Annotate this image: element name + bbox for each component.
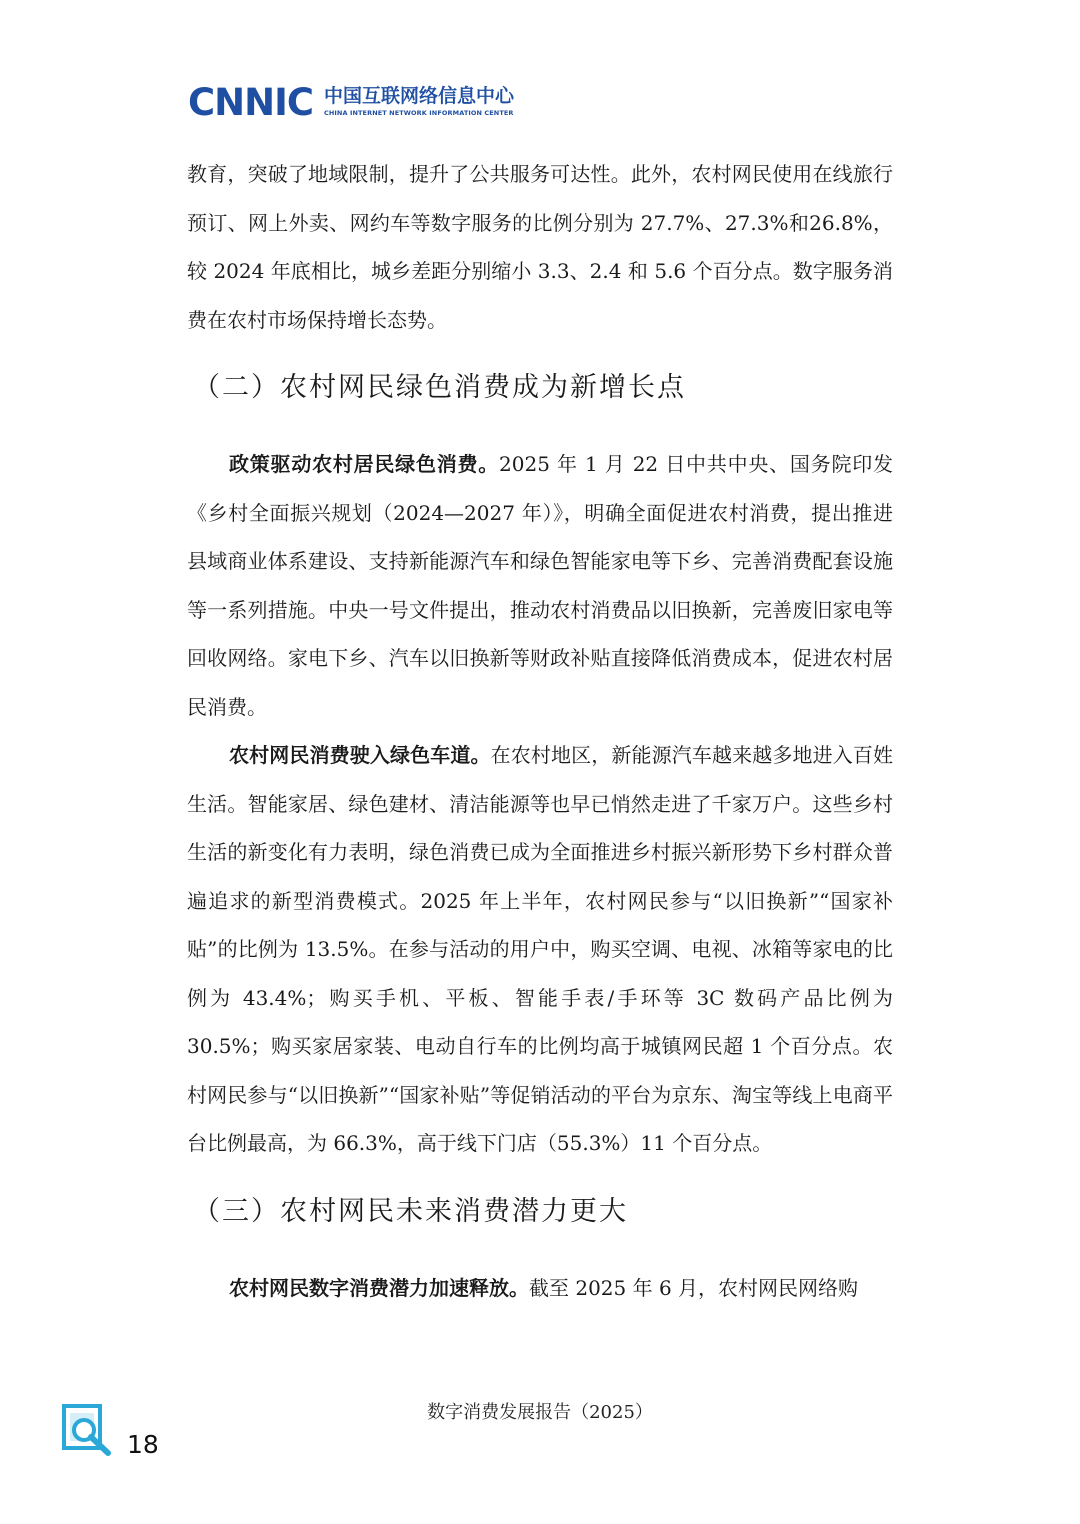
paragraph-lead: 农村网民消费驶入绿色车道。 [229,743,491,767]
section-heading-future-potential: （三）农村网民未来消费潜力更大 [193,1195,628,1227]
paragraph-body: 2025 年 1 月 22 日中共中央、国务院印发《乡村全面振兴规划（2024—2027 年）》，明确全面促进农村消费，提出推进县域商业体系建设、支持新能源汽车和绿色智能家电等下乡、完善消费配套设施等一系列措施。中央一号文件提出，推动农村消费品以旧换新，完善废旧家电等回收网络。家电下乡、汽车以旧换新等财政补贴直接降低消费成本，促进农村居民消费。 [187,452,894,719]
page-number: 18 [127,1430,159,1459]
paragraph-lead: 政策驱动农村居民绿色消费。 [229,452,500,476]
footer-report-title: 数字消费发展报告（2025） [427,1402,653,1423]
document-body [187,150,893,1312]
paragraph-digital-services: 教育，突破了地域限制，提升了公共服务可达性。此外，农村网民使用在线旅行预订、网上外卖、网约车等数字服务的比例分别为 27.7%、27.3%和26.8%，较 2024 年底相比，城乡差距分别缩小 3.3、2.4 和 5.6 个百分点。数字服务消费在农村市场保持增长态势。 [187,162,893,332]
paragraph-body: 在农村地区，新能源汽车越来越多地进入百姓生活。智能家居、绿色建材、清洁能源等也早已悄然走进了千家万户。这些乡村生活的新变化有力表明，绿色消费已成为全面推进乡村振兴新形势下乡村群众普遍追求的新型消费模式。2025 年上半年，农村网民参与“以旧换新”“国家补贴”的比例为 13.5%。在参与活动的用户中，购买空调、电视、冰箱等家电的比例为 43.4%；购买手机、平板、智能手表/手环等 3C 数码产品比例为 30.5%；购买家居家装、电动自行车的比例均高于城镇网民超 1 个百分点。农村网民参与“以旧换新”“国家补贴”等促销活动的平台为京东、淘宝等线上电商平台比例最高，为 66.3%，高于线下门店（55.3%）11 个百分点。 [187,743,893,1155]
paragraph-green-lane [187,731,893,1168]
report-magnifier-icon [62,1404,112,1456]
paragraph-policy-driven [187,440,893,731]
paragraph-lead: 农村网民数字消费潜力加速释放。 [229,1275,529,1300]
org-name-en: CHINA INTERNET NETWORK INFORMATION CENTER [324,109,514,117]
org-name-cn: 中国互联网络信息中心 [324,85,515,107]
paragraph-digital-potential [187,1264,893,1313]
section-heading-green-consumption: （二）农村网民绿色消费成为新增长点 [193,372,686,403]
cnnic-logo: CNNIC [188,81,314,124]
paragraph-body: 截至 2025 年 6 月，农村网民网络购 [529,1275,859,1300]
